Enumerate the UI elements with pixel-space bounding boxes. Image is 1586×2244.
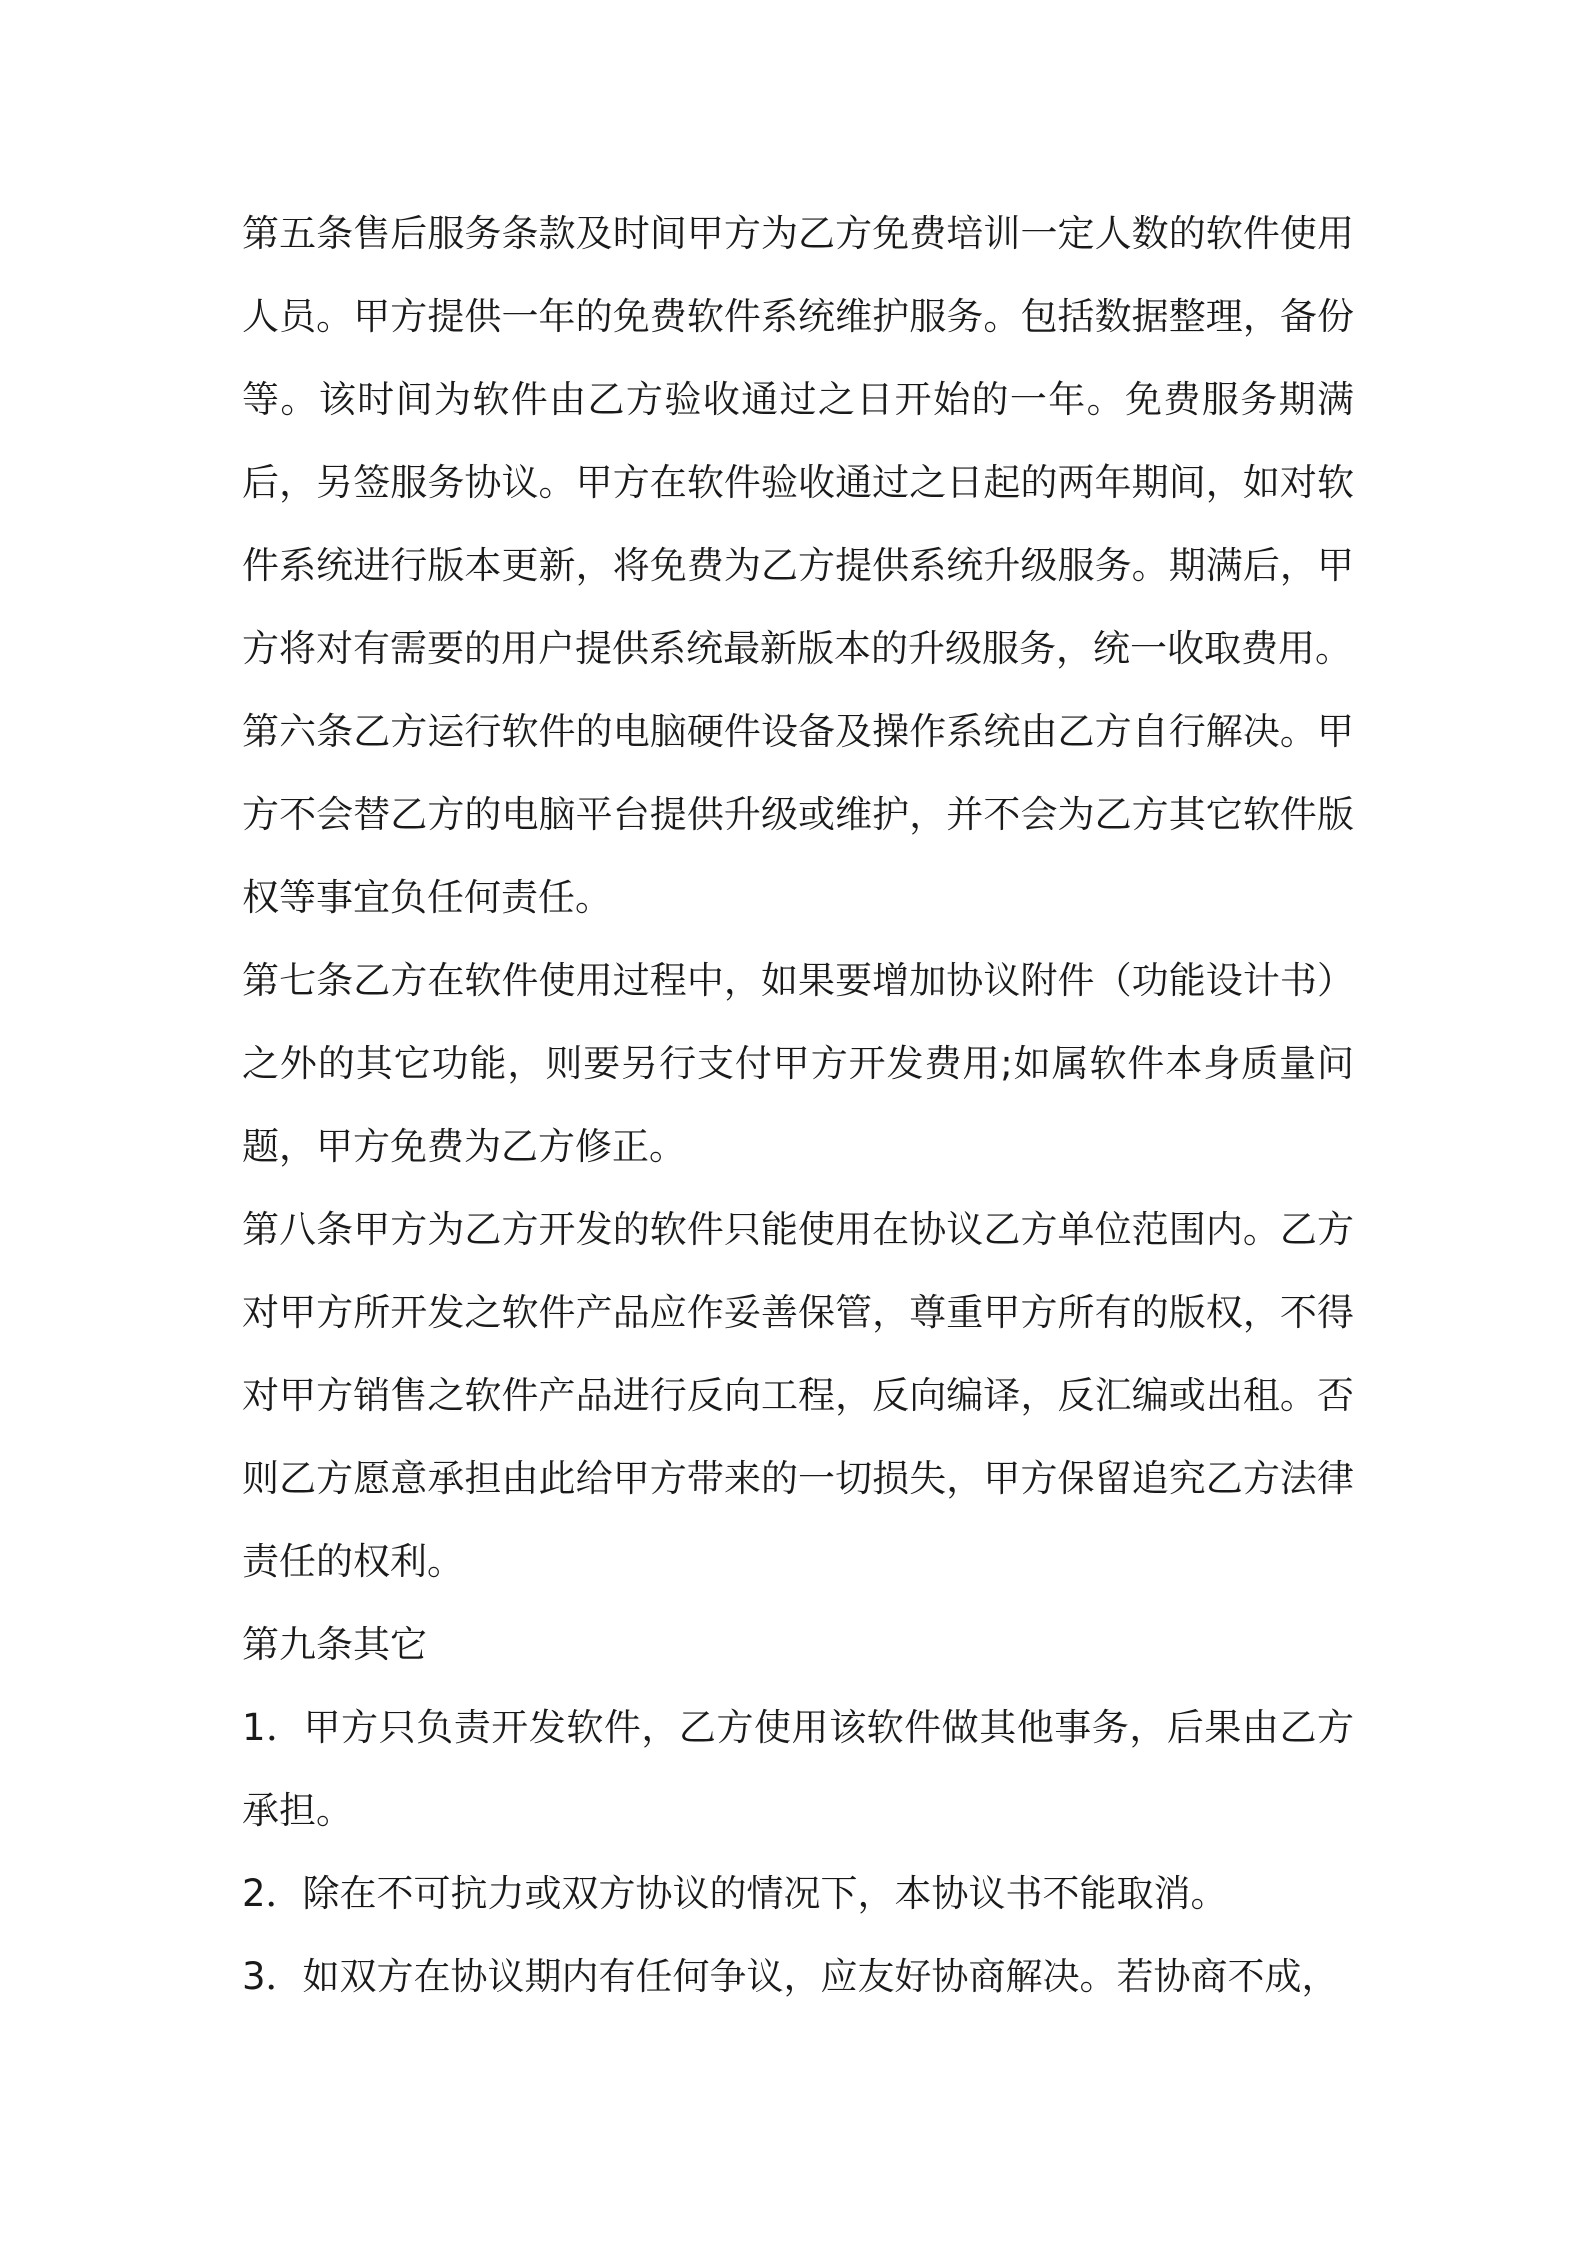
article-9-item-1: 1．甲方只负责开发软件，乙方使用该软件做其他事务，后果由乙方承担。 (242, 1706, 1354, 1832)
article-9-heading: 第九条其它 (242, 1623, 427, 1666)
article-8-paragraph: 第八条甲方为乙方开发的软件只能使用在协议乙方单位范围内。乙方对甲方所开发之软件产品应作妥善保管，尊重甲方所有的版权，不得对甲方销售之软件产品进行反向工程，反向编译，反汇编或出租。否则乙方愿意承担由此给甲方带来的一切损失，甲方保留追究乙方法律责任的权利。 (242, 1208, 1354, 1583)
article-5-paragraph: 第五条售后服务条款及时间甲方为乙方免费培训一定人数的软件使用人员。甲方提供一年的免费软件系统维护服务。包括数据整理，备份等。该时间为软件由乙方验收通过之日开始的一年。免费服务期满后，另签服务协议。甲方在软件验收通过之日起的两年期间，如对软件系统进行版本更新，将免费为乙方提供系统升级服务。期满后，甲方将对有需要的用户提供系统最新版本的升级服务，统一收取费用。 (242, 212, 1354, 670)
article-9-item-2: 2．除在不可抗力或双方协议的情况下，本协议书不能取消。 (242, 1872, 1228, 1915)
article-6-paragraph: 第六条乙方运行软件的电脑硬件设备及操作系统由乙方自行解决。甲方不会替乙方的电脑平台提供升级或维护，并不会为乙方其它软件版权等事宜负任何责任。 (242, 710, 1354, 919)
document-body (242, 192, 1354, 2018)
article-9-item-3: 3．如双方在协议期内有任何争议，应友好协商解决。若协商不成， (242, 1955, 1339, 1998)
article-7-paragraph: 第七条乙方在软件使用过程中，如果要增加协议附件（功能设计书）之外的其它功能，则要另行支付甲方开发费用;如属软件本身质量问题，甲方免费为乙方修正。 (242, 959, 1354, 1168)
